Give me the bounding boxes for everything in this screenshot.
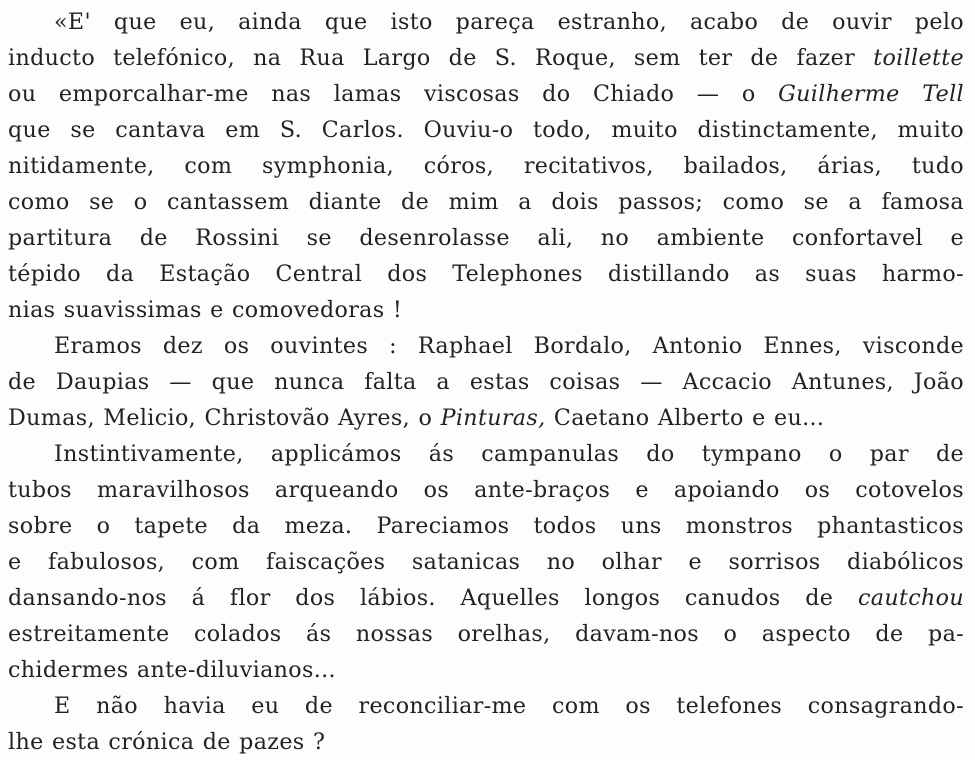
text-line: [8, 508, 964, 544]
text-line: [8, 256, 964, 292]
text-run: sobre o tapete da meza. Pareciamos todos uns monstros phantasticos: [8, 513, 964, 539]
italic-text: Guilherme Tell: [778, 81, 964, 107]
text-line: [8, 76, 964, 112]
text-line: [8, 4, 964, 40]
text-run: estreitamente colados ás nossas orelhas, davam-nos o aspecto de pa-: [8, 621, 964, 647]
text-line: [8, 652, 964, 688]
text-line: [8, 688, 964, 724]
text-run: E não havia eu de reconciliar-me com os telefones consagrando-: [54, 693, 964, 719]
text-run: «E' que eu, ainda que isto pareça estranho, acabo de ouvir pelo: [54, 9, 964, 35]
text-run: chidermes ante-diluvianos...: [8, 657, 336, 683]
italic-text: toillette: [873, 45, 964, 71]
text-line: [8, 364, 964, 400]
text-run: ou emporcalhar-me nas lamas viscosas do Chiado — o: [8, 81, 779, 107]
text-line: [8, 400, 964, 436]
text-line: [8, 436, 964, 472]
text-line: [8, 148, 964, 184]
text-run: lhe esta crónica de pazes ?: [8, 729, 326, 755]
text-run: Dumas, Melicio, Christovão Ayres, o: [8, 405, 441, 431]
text-line: [8, 616, 964, 652]
text-run: Caetano Alberto e eu...: [545, 405, 825, 431]
paragraph: [8, 328, 964, 436]
text-run: tubos maravilhosos arqueando os ante-braços e apoiando os cotovelos: [8, 477, 964, 503]
text-run: dansando-nos á flor dos lábios. Aquelles longos canudos de: [8, 585, 858, 611]
text-run: nitidamente, com symphonia, córos, recitativos, bailados, árias, tudo: [8, 153, 964, 179]
text-run: de Daupias — que nunca falta a estas coisas — Accacio Antunes, João: [8, 369, 964, 395]
text-run: como se o cantassem diante de mim a dois passos; como se a famosa: [8, 189, 964, 215]
paragraph: [8, 436, 964, 688]
text-line: [8, 292, 964, 328]
text-run: Instintivamente, applicámos ás campanulas do tympano o par de: [54, 441, 964, 467]
text-run: que se cantava em S. Carlos. Ouviu-o todo, muito distinctamente, muito: [8, 117, 964, 143]
text-line: [8, 220, 964, 256]
paragraph: [8, 688, 964, 760]
text-line: [8, 472, 964, 508]
text-run: Eramos dez os ouvintes : Raphael Bordalo, Antonio Ennes, visconde: [54, 333, 964, 359]
text-run: nias suavissimas e comovedoras !: [8, 297, 403, 323]
text-line: [8, 40, 964, 76]
text-line: [8, 580, 964, 616]
text-run: inducto telefónico, na Rua Largo de S. Roque, sem ter de fazer: [8, 45, 874, 71]
text-run: e fabulosos, com faiscações satanicas no olhar e sorrisos diabólicos: [8, 549, 964, 575]
paragraph: [8, 4, 964, 328]
text-run: partitura de Rossini se desenrolasse ali, no ambiente confortavel e: [8, 225, 964, 251]
text-line: [8, 544, 964, 580]
text-line: [8, 184, 964, 220]
italic-text: cautchou: [857, 585, 964, 611]
body-text: [8, 4, 964, 760]
text-run: tépido da Estação Central dos Telephones distillando as suas harmo-: [8, 261, 964, 287]
italic-text: Pinturas,: [440, 405, 546, 431]
text-line: [8, 328, 964, 364]
text-line: [8, 112, 964, 148]
